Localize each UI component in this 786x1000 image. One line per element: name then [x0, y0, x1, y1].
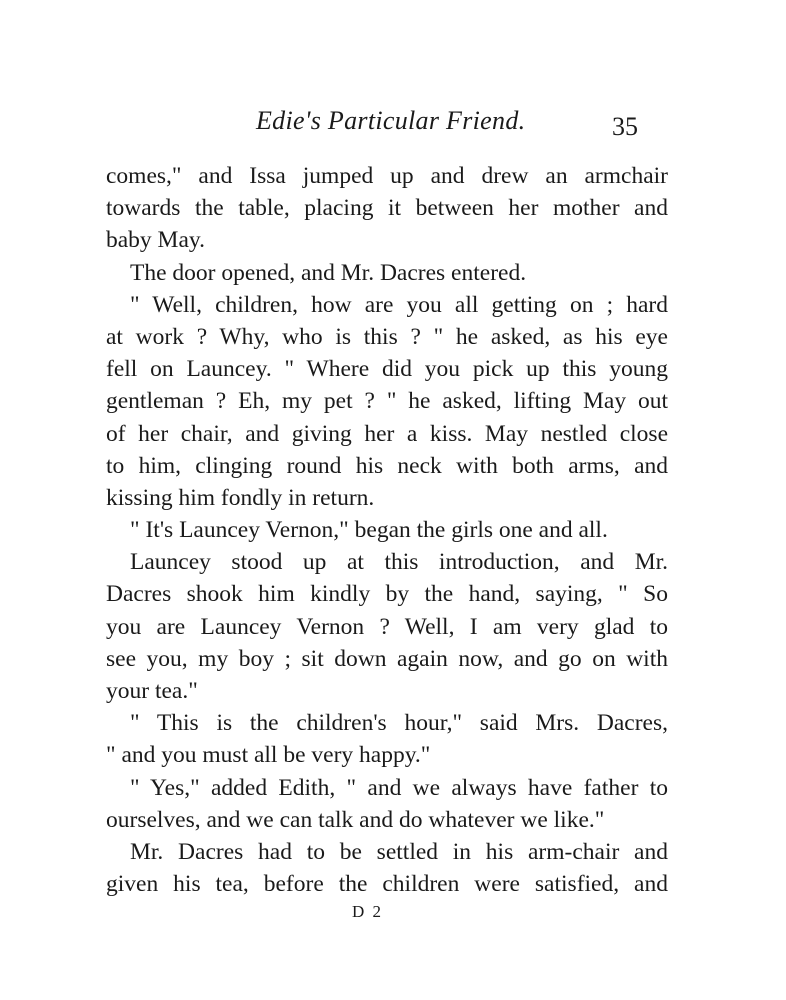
text-line: kissing him fondly in return.: [106, 484, 375, 511]
signature-mark: D 2: [352, 902, 384, 921]
page-number: 35: [612, 112, 638, 141]
text-line: Mr. Dacres had to be settled in his arm-chair and: [130, 838, 668, 865]
running-head: [0, 106, 786, 140]
text-line: Launcey stood up at this introduction, and Mr.: [130, 549, 668, 576]
text-line: ourselves, and we can talk and do whatever we like.": [106, 806, 605, 833]
text-line: to him, clinging round his neck with both arms, and: [106, 452, 668, 479]
text-line: Dacres shook him kindly by the hand, saying, " So: [106, 581, 668, 608]
text-line: " This is the children's hour," said Mrs. Dacres,: [130, 710, 668, 737]
text-line: at work ? Why, who is this ? " he asked, as his eye: [106, 323, 668, 350]
text-line: your tea.": [106, 678, 198, 704]
text-line: towards the table, placing it between her mother and: [106, 195, 668, 222]
text-line: The door opened, and Mr. Dacres entered.: [130, 259, 527, 286]
text-line: gentleman ? Eh, my pet ? " he asked, lifting May out: [106, 388, 668, 415]
text-line: baby May.: [106, 227, 205, 254]
body-text: [106, 160, 668, 900]
text-line: " Yes," added Edith, " and we always have father to: [130, 774, 668, 801]
running-title: Edie's Particular Friend.: [256, 106, 526, 135]
text-line: given his tea, before the children were satisfied, and: [106, 871, 668, 898]
text-line: of her chair, and giving her a kiss. May nestled close: [106, 420, 668, 447]
text-line: fell on Launcey. " Where did you pick up this young: [106, 356, 668, 383]
text-line: you are Launcey Vernon ? Well, I am very glad to: [106, 613, 668, 640]
text-line: " and you must all be very happy.": [106, 742, 431, 769]
text-line: " It's Launcey Vernon," began the girls one and all.: [130, 517, 608, 544]
text-line: see you, my boy ; sit down again now, and go on with: [106, 645, 668, 672]
text-line: comes," and Issa jumped up and drew an armchair: [106, 163, 668, 189]
text-line: " Well, children, how are you all getting on ; hard: [130, 291, 668, 318]
